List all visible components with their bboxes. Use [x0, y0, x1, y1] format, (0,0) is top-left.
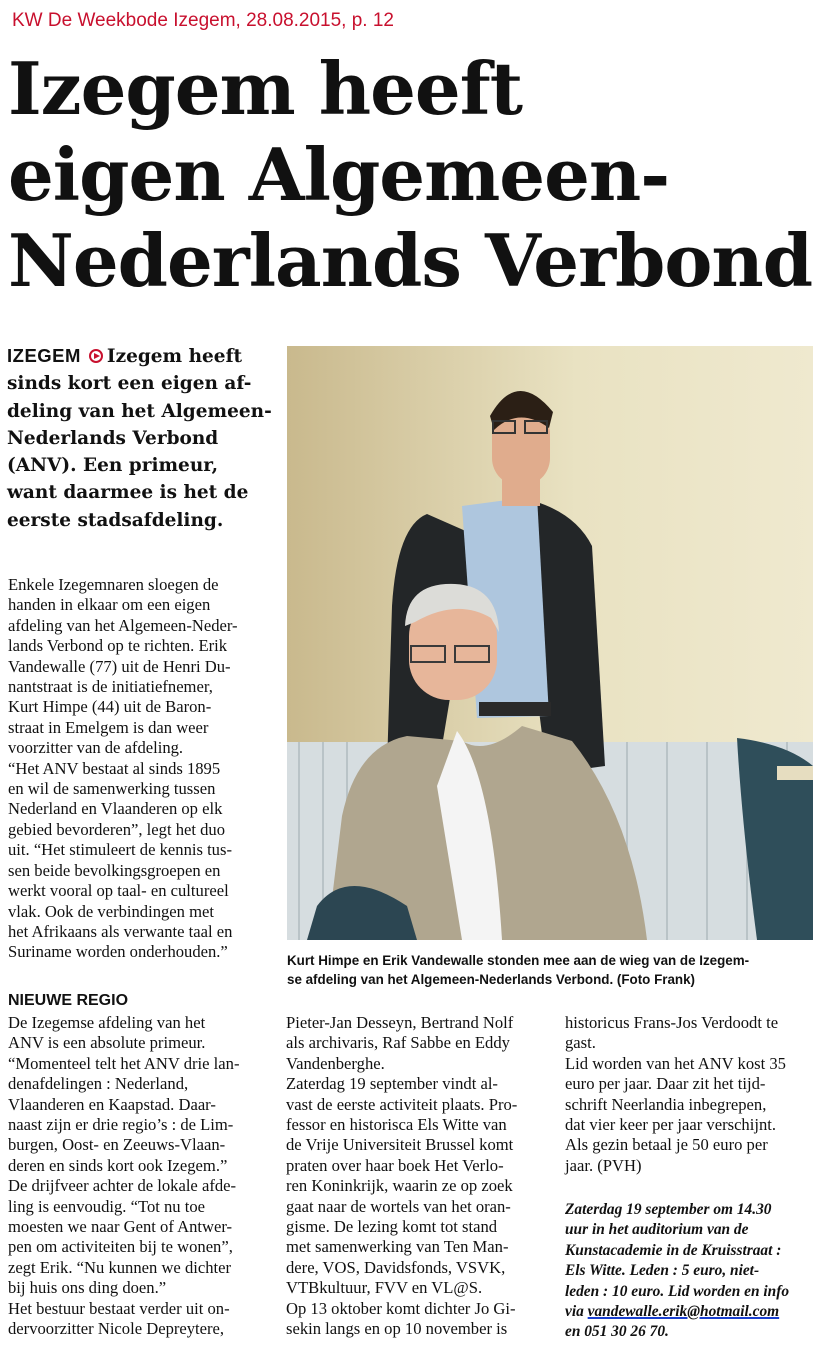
- text-line: met samenwerking van Ten Man-: [286, 1237, 509, 1257]
- headline: [8, 46, 820, 304]
- text-line: gaat naar de wortels van het oran-: [286, 1196, 511, 1216]
- text-line: Het bestuur bestaat verder uit on-: [8, 1298, 230, 1318]
- text-line: “Het ANV bestaat al sinds 1895: [8, 758, 221, 778]
- text-line: Vandenberghe.: [286, 1053, 385, 1073]
- info-line: Kunstacademie in de Kruisstraat :: [565, 1241, 782, 1259]
- lead-line: (ANV). Een primeur,: [7, 455, 219, 477]
- text-line: Lid worden van het ANV kost 35: [565, 1053, 786, 1073]
- text-line: en wil de samenwerking tussen: [8, 779, 216, 799]
- text-line: ANV is een absolute primeur.: [8, 1033, 206, 1053]
- lead-first-line: [7, 342, 259, 370]
- text-line: afdeling van het Algemeen-Neder-: [8, 615, 238, 635]
- text-line: sen beide bevolkingsgroepen en: [8, 860, 221, 880]
- photo-illustration: [287, 346, 813, 940]
- text-line: sekin langs en op 10 november is: [286, 1319, 508, 1339]
- body-column-1-bottom: [8, 1013, 260, 1340]
- lead-line: Nederlands Verbond: [7, 427, 219, 449]
- caption-line: Kurt Himpe en Erik Vandewalle stonden mee aan de wieg van de Izegem-: [287, 953, 750, 968]
- text-line: Zaterdag 19 september vindt al-: [286, 1074, 498, 1094]
- text-line: straat in Emelgem is dan weer: [8, 717, 209, 737]
- text-line: Als gezin betaal je 50 euro per: [565, 1135, 768, 1155]
- text-line: moesten we naar Gent of Antwer-: [8, 1217, 233, 1237]
- lead-first-text: Izegem heeft: [106, 346, 243, 367]
- text-line: gebied bevorderen”, legt het duo: [8, 819, 226, 839]
- text-line: praten over haar boek Het Verlo-: [286, 1155, 504, 1175]
- headline-line: Nederlands Verbond: [8, 218, 813, 303]
- info-phone: en 051 30 26 70.: [565, 1323, 669, 1341]
- headline-line: Izegem heeft: [8, 46, 522, 131]
- text-line: fessor en historisca Els Witte van: [286, 1115, 507, 1135]
- text-line: vlak. Ook de verbindingen met: [8, 901, 214, 921]
- text-line: schrift Neerlandia inbegrepen,: [565, 1094, 767, 1114]
- info-line: leden : 10 euro. Lid worden en info: [565, 1282, 790, 1300]
- text-line: zegt Erik. “Nu kunnen we dichter: [8, 1257, 232, 1277]
- body-column-3: [565, 1013, 817, 1176]
- text-line: gisme. De lezing komt tot stand: [286, 1217, 498, 1237]
- dateline-kicker: IZEGEM: [7, 345, 81, 366]
- text-line: De drijfveer achter de lokale afde-: [8, 1176, 237, 1196]
- text-line: ren Koninkrijk, waarin ze op zoek: [286, 1176, 513, 1196]
- text-line: bij huis ons ding doen.”: [8, 1278, 167, 1298]
- lead-line: sinds kort een eigen af-: [7, 373, 252, 395]
- text-line: nantstraat is de initiatiefnemer,: [8, 677, 213, 697]
- text-line: Op 13 oktober komt dichter Jo Gi-: [286, 1298, 516, 1318]
- text-line: Suriname worden onderhouden.”: [8, 942, 228, 962]
- text-line: pen om activiteiten bij te wonen”,: [8, 1237, 233, 1257]
- info-line: Els Witte. Leden : 5 euro, niet-: [565, 1262, 760, 1280]
- text-line: jaar. (PVH): [565, 1155, 642, 1175]
- lead-paragraph: [7, 342, 272, 534]
- text-line: deren en sinds kort ook Izegem.”: [8, 1155, 228, 1175]
- text-line: historicus Frans-Jos Verdoodt te: [565, 1013, 779, 1032]
- arrow-bullet-icon: [89, 349, 103, 363]
- text-line: De Izegemse afdeling van het: [8, 1013, 206, 1032]
- photo-caption: [287, 951, 817, 990]
- text-line: “Momenteel telt het ANV drie lan-: [8, 1053, 240, 1073]
- lead-line: eerste stadsafdeling.: [7, 509, 224, 531]
- text-line: als archivaris, Raf Sabbe en Eddy: [286, 1033, 510, 1053]
- text-line: werkt vooral op taal- en cultureel: [8, 881, 229, 901]
- article-photo: [287, 346, 813, 940]
- text-line: Nederland en Vlaanderen op elk: [8, 799, 223, 819]
- text-line: Vlaanderen en Kaapstad. Daar-: [8, 1094, 216, 1114]
- text-line: burgen, Oost- en Zeeuws-Vlaan-: [8, 1135, 226, 1155]
- text-line: dervoorzitter Nicole Depreytere,: [8, 1319, 225, 1339]
- text-line: het Afrikaans als verwante taal en: [8, 921, 233, 941]
- text-line: Kurt Himpe (44) uit de Baron-: [8, 697, 212, 717]
- info-via: via: [565, 1303, 588, 1321]
- info-line: Zaterdag 19 september om 14.30: [565, 1201, 772, 1218]
- event-info-box: [565, 1200, 817, 1343]
- text-line: dat vier keer per jaar verschijnt.: [565, 1115, 777, 1135]
- text-line: vast de eerste activiteit plaats. Pro-: [286, 1094, 518, 1114]
- headline-line: eigen Algemeen-: [8, 132, 670, 217]
- body-column-1-top: [8, 575, 260, 963]
- body-column-2: [286, 1013, 538, 1340]
- text-line: handen in elkaar om een eigen: [8, 595, 211, 615]
- source-line: KW De Weekbode Izegem, 28.08.2015, p. 12: [12, 10, 394, 31]
- text-line: lands Verbond op te richten. Erik: [8, 636, 228, 656]
- text-line: dere, VOS, Davidsfonds, VSVK,: [286, 1257, 506, 1277]
- info-email-line: [565, 1302, 817, 1322]
- email-link[interactable]: vandewalle.erik@hotmail.com: [587, 1303, 780, 1321]
- text-line: VTBkultuur, FVV en VL@S.: [286, 1278, 483, 1298]
- text-line: uit. “Het stimuleert de kennis tus-: [8, 840, 232, 860]
- lead-line: deling van het Algemeen-: [7, 400, 272, 422]
- caption-line: se afdeling van het Algemeen-Nederlands Verbond. (Foto Frank): [287, 972, 695, 988]
- text-line: naast zijn er drie regio’s : de Lim-: [8, 1115, 234, 1135]
- text-line: de Vrije Universiteit Brussel komt: [286, 1135, 514, 1155]
- lead-line: want daarmee is het de: [7, 482, 249, 504]
- text-line: Vandewalle (77) uit de Henri Du-: [8, 656, 231, 676]
- text-line: euro per jaar. Daar zit het tijd-: [565, 1074, 766, 1094]
- text-line: denafdelingen : Nederland,: [8, 1074, 189, 1094]
- text-line: ling is eenvoudig. “Tot nu toe: [8, 1196, 206, 1216]
- text-line: Pieter-Jan Desseyn, Bertrand Nolf: [286, 1013, 514, 1032]
- text-line: gast.: [565, 1033, 596, 1053]
- subheading: NIEUWE REGIO: [8, 992, 129, 1009]
- text-line: voorzitter van de afdeling.: [8, 738, 184, 758]
- text-line: Enkele Izegemnaren sloegen de: [8, 575, 219, 594]
- info-line: uur in het auditorium van de: [565, 1221, 749, 1239]
